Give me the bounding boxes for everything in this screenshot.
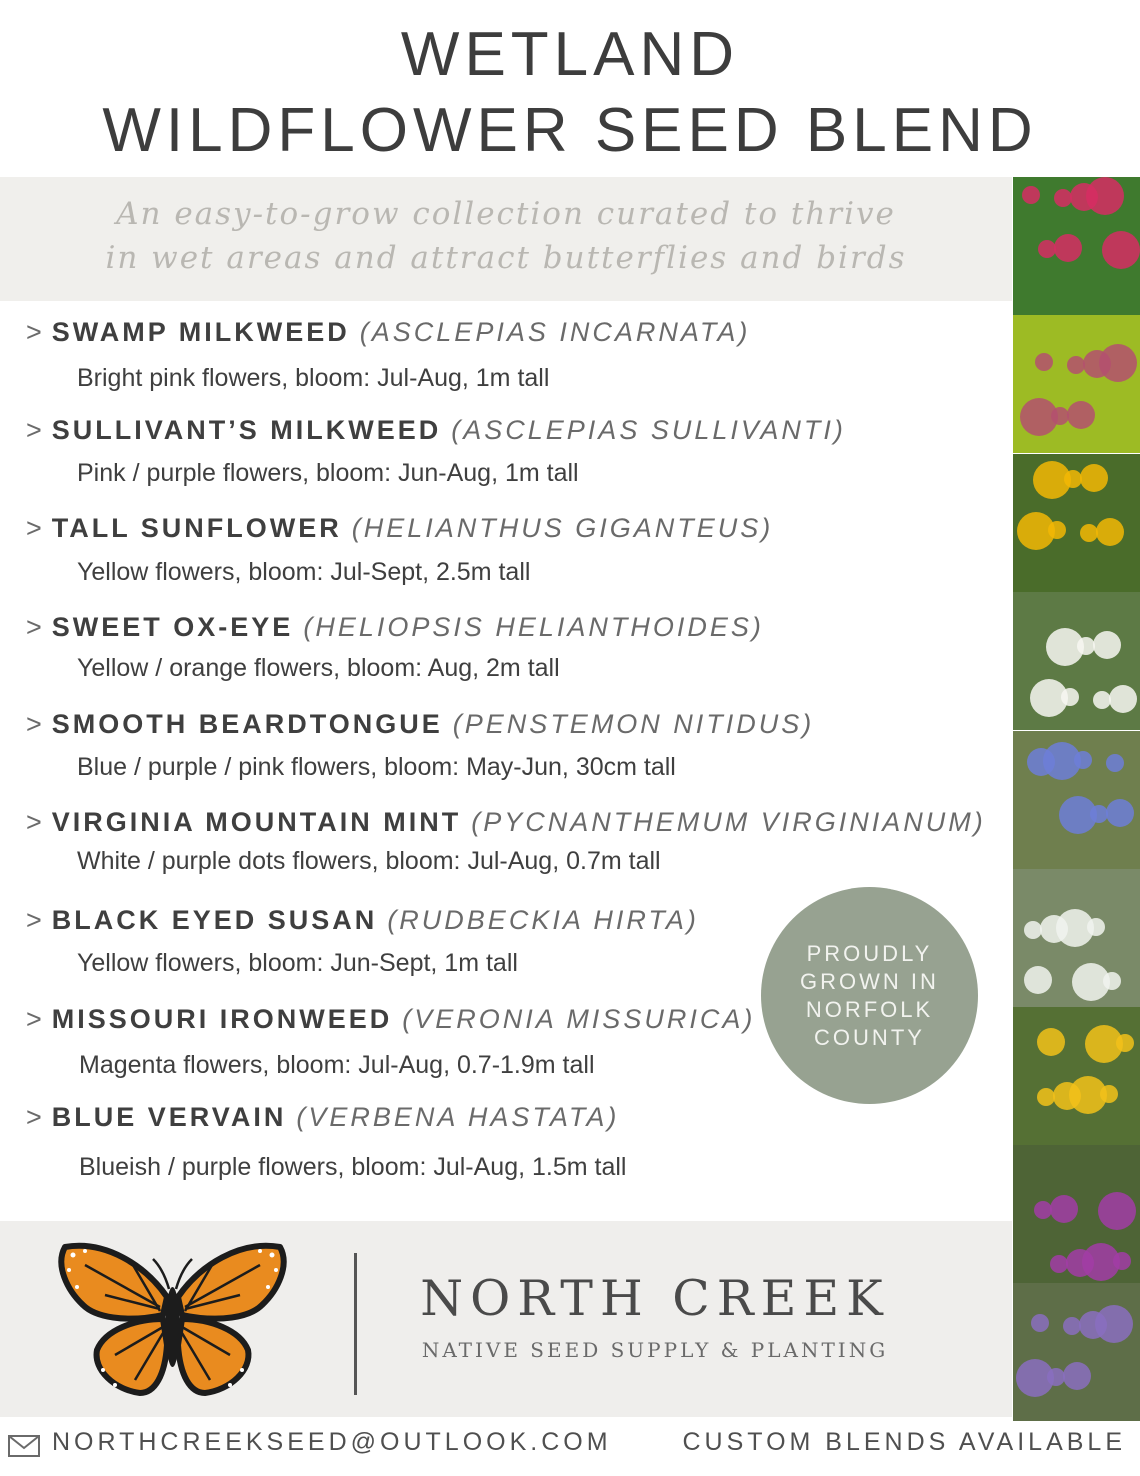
flower-blossom	[1098, 1192, 1136, 1230]
smooth-beardtongue-icon	[1013, 731, 1140, 869]
common-name: SMOOTH BEARDTONGUE	[51, 709, 443, 739]
chevron-right-icon: >	[26, 612, 42, 642]
item-description: Pink / purple flowers, bloom: Jun-Aug, 1m tall	[77, 459, 579, 487]
item-description: Bright pink flowers, bloom: Jul-Aug, 1m tall	[77, 364, 550, 392]
swamp-milkweed-icon	[1013, 177, 1140, 315]
contact-email-link[interactable]: NORTHCREEKSEED@OUTLOOK.COM	[52, 1428, 612, 1456]
flower-blossom	[1030, 679, 1068, 717]
common-name: TALL SUNFLOWER	[51, 513, 342, 543]
flower-blossom	[1050, 1195, 1078, 1223]
flower-blossom	[1020, 398, 1058, 436]
item-description: Magenta flowers, bloom: Jul-Aug, 0.7-1.9m tall	[79, 1051, 595, 1079]
sweet-oxeye-photo	[1013, 592, 1140, 730]
mountain-mint-icon	[1013, 869, 1140, 1007]
chevron-right-icon: >	[26, 709, 42, 739]
flower-blossom	[1063, 1317, 1081, 1335]
flower-blossom	[1102, 231, 1140, 269]
flower-blossom	[1080, 524, 1098, 542]
flower-blossom	[1067, 356, 1085, 374]
flower-blossom	[1024, 966, 1052, 994]
flower-blossom	[1093, 691, 1111, 709]
chevron-right-icon: >	[26, 905, 42, 935]
item-missouri-ironweed	[26, 1006, 755, 1033]
chevron-right-icon: >	[26, 513, 42, 543]
latin-name: (ASCLEPIAS INCARNATA)	[359, 317, 751, 347]
tagline-line-2: in wet areas and attract butterflies and birds	[105, 240, 907, 276]
flower-blossom	[1106, 799, 1134, 827]
item-description: Blue / purple / pink flowers, bloom: May-Jun, 30cm tall	[77, 753, 676, 781]
flower-blossom	[1033, 461, 1071, 499]
sullivants-milkweed-photo	[1013, 315, 1140, 453]
tall-sunflower-photo	[1013, 454, 1140, 592]
custom-blends-note: CUSTOM BLENDS AVAILABLE	[682, 1428, 1126, 1456]
tagline-line-1: An easy-to-grow collection curated to thrive	[116, 196, 896, 232]
flower-photo-strip	[1013, 177, 1140, 1421]
flower-blossom	[1085, 1025, 1123, 1063]
ironweed-photo	[1013, 1145, 1140, 1283]
common-name: SULLIVANT’S MILKWEED	[51, 415, 442, 445]
flower-blossom	[1040, 915, 1068, 943]
item-blue-vervain	[26, 1104, 619, 1131]
flower-blossom	[1037, 1088, 1055, 1106]
monarch-butterfly-icon	[55, 1235, 290, 1400]
badge-line-3: NORFOLK	[805, 996, 934, 1022]
flower-blossom	[1038, 240, 1056, 258]
chevron-right-icon: >	[26, 415, 42, 445]
common-name: BLACK EYED SUSAN	[51, 905, 378, 935]
blue-vervain-photo	[1013, 1283, 1140, 1421]
item-tall-sunflower	[26, 515, 773, 542]
flower-blossom	[1072, 963, 1110, 1001]
flower-blossom	[1070, 183, 1098, 211]
item-sullivants-milkweed	[26, 417, 846, 444]
sullivants-milkweed-icon	[1013, 315, 1140, 453]
flower-blossom	[1027, 748, 1055, 776]
latin-name: (HELIOPSIS HELIANTHOIDES)	[303, 612, 764, 642]
flower-blossom	[1046, 628, 1084, 666]
common-name: SWEET OX-EYE	[51, 612, 294, 642]
latin-name: (RUDBECKIA HIRTA)	[387, 905, 699, 935]
badge-line-2: GROWN IN	[800, 968, 939, 994]
item-smooth-beardtongue	[26, 711, 814, 738]
flower-blossom	[1059, 796, 1097, 834]
black-eyed-susan-photo	[1013, 1007, 1140, 1145]
flower-blossom	[1067, 401, 1095, 429]
flower-blossom	[1106, 754, 1124, 772]
item-description: Blueish / purple flowers, bloom: Jul-Aug, 1.5m tall	[79, 1153, 627, 1181]
common-name: MISSOURI IRONWEED	[51, 1004, 393, 1034]
flower-blossom	[1024, 921, 1042, 939]
item-sweet-oxeye	[26, 614, 764, 641]
sweet-oxeye-icon	[1013, 592, 1140, 730]
item-description: Yellow flowers, bloom: Jul-Sept, 2.5m tall	[77, 558, 531, 586]
item-description: Yellow flowers, bloom: Jun-Sept, 1m tall	[77, 949, 518, 977]
common-name: VIRGINIA MOUNTAIN MINT	[51, 807, 462, 837]
flower-blossom	[1079, 1311, 1107, 1339]
latin-name: (HELIANTHUS GIGANTEUS)	[351, 513, 774, 543]
latin-name: (PYCNANTHEMUM VIRGINIANUM)	[471, 807, 986, 837]
brand-tagline: NATIVE SEED SUPPLY & PLANTING	[421, 1338, 889, 1362]
flower-blossom	[1080, 464, 1108, 492]
flower-blossom	[1096, 518, 1124, 546]
brand-name: NORTH CREEK	[420, 1270, 890, 1327]
item-swamp-milkweed	[26, 319, 750, 346]
brand-divider	[354, 1253, 357, 1395]
tall-sunflower-icon	[1013, 454, 1140, 592]
black-eyed-susan-icon	[1013, 1007, 1140, 1145]
chevron-right-icon: >	[26, 1004, 42, 1034]
envelope-icon	[8, 1435, 40, 1457]
mountain-mint-photo	[1013, 869, 1140, 1007]
flower-blossom	[1037, 1028, 1065, 1056]
badge-line-4: COUNTY	[814, 1024, 925, 1050]
badge-line-1: PROUDLY	[806, 940, 933, 966]
latin-name: (ASCLEPIAS SULLIVANTI)	[451, 415, 846, 445]
blue-vervain-icon	[1013, 1283, 1140, 1421]
flower-blossom	[1054, 189, 1072, 207]
flower-blossom	[1022, 186, 1040, 204]
latin-name: (VERBENA HASTATA)	[296, 1102, 620, 1132]
flower-blossom	[1053, 1082, 1081, 1110]
chevron-right-icon: >	[26, 317, 42, 347]
item-black-eyed-susan	[26, 907, 699, 934]
title-line-2: WILDFLOWER SEED BLEND	[102, 96, 1038, 165]
latin-name: (PENSTEMON NITIDUS)	[452, 709, 815, 739]
flower-blossom	[1054, 234, 1082, 262]
flower-blossom	[1031, 1314, 1049, 1332]
flower-blossom	[1034, 1201, 1052, 1219]
latin-name: (VERONIA MISSURICA)	[402, 1004, 756, 1034]
common-name: SWAMP MILKWEED	[51, 317, 350, 347]
item-description: White / purple dots flowers, bloom: Jul-Aug, 0.7m tall	[77, 847, 661, 875]
chevron-right-icon: >	[26, 807, 42, 837]
flower-blossom	[1063, 1362, 1091, 1390]
flower-blossom	[1017, 512, 1055, 550]
common-name: BLUE VERVAIN	[51, 1102, 287, 1132]
flower-blossom	[1016, 1359, 1054, 1397]
flower-blossom	[1035, 353, 1053, 371]
flower-blossom	[1050, 1255, 1068, 1273]
flower-blossom	[1093, 631, 1121, 659]
swamp-milkweed-photo	[1013, 177, 1140, 315]
chevron-right-icon: >	[26, 1102, 42, 1132]
title-line-1: WETLAND	[400, 20, 740, 89]
item-virginia-mountain-mint	[26, 809, 986, 836]
flower-blossom	[1083, 350, 1111, 378]
item-description: Yellow / orange flowers, bloom: Aug, 2m tall	[77, 654, 560, 682]
flower-blossom	[1109, 685, 1137, 713]
ironweed-icon	[1013, 1145, 1140, 1283]
smooth-beardtongue-photo	[1013, 731, 1140, 869]
proudly-grown-badge	[761, 887, 978, 1104]
flower-blossom	[1066, 1249, 1094, 1277]
